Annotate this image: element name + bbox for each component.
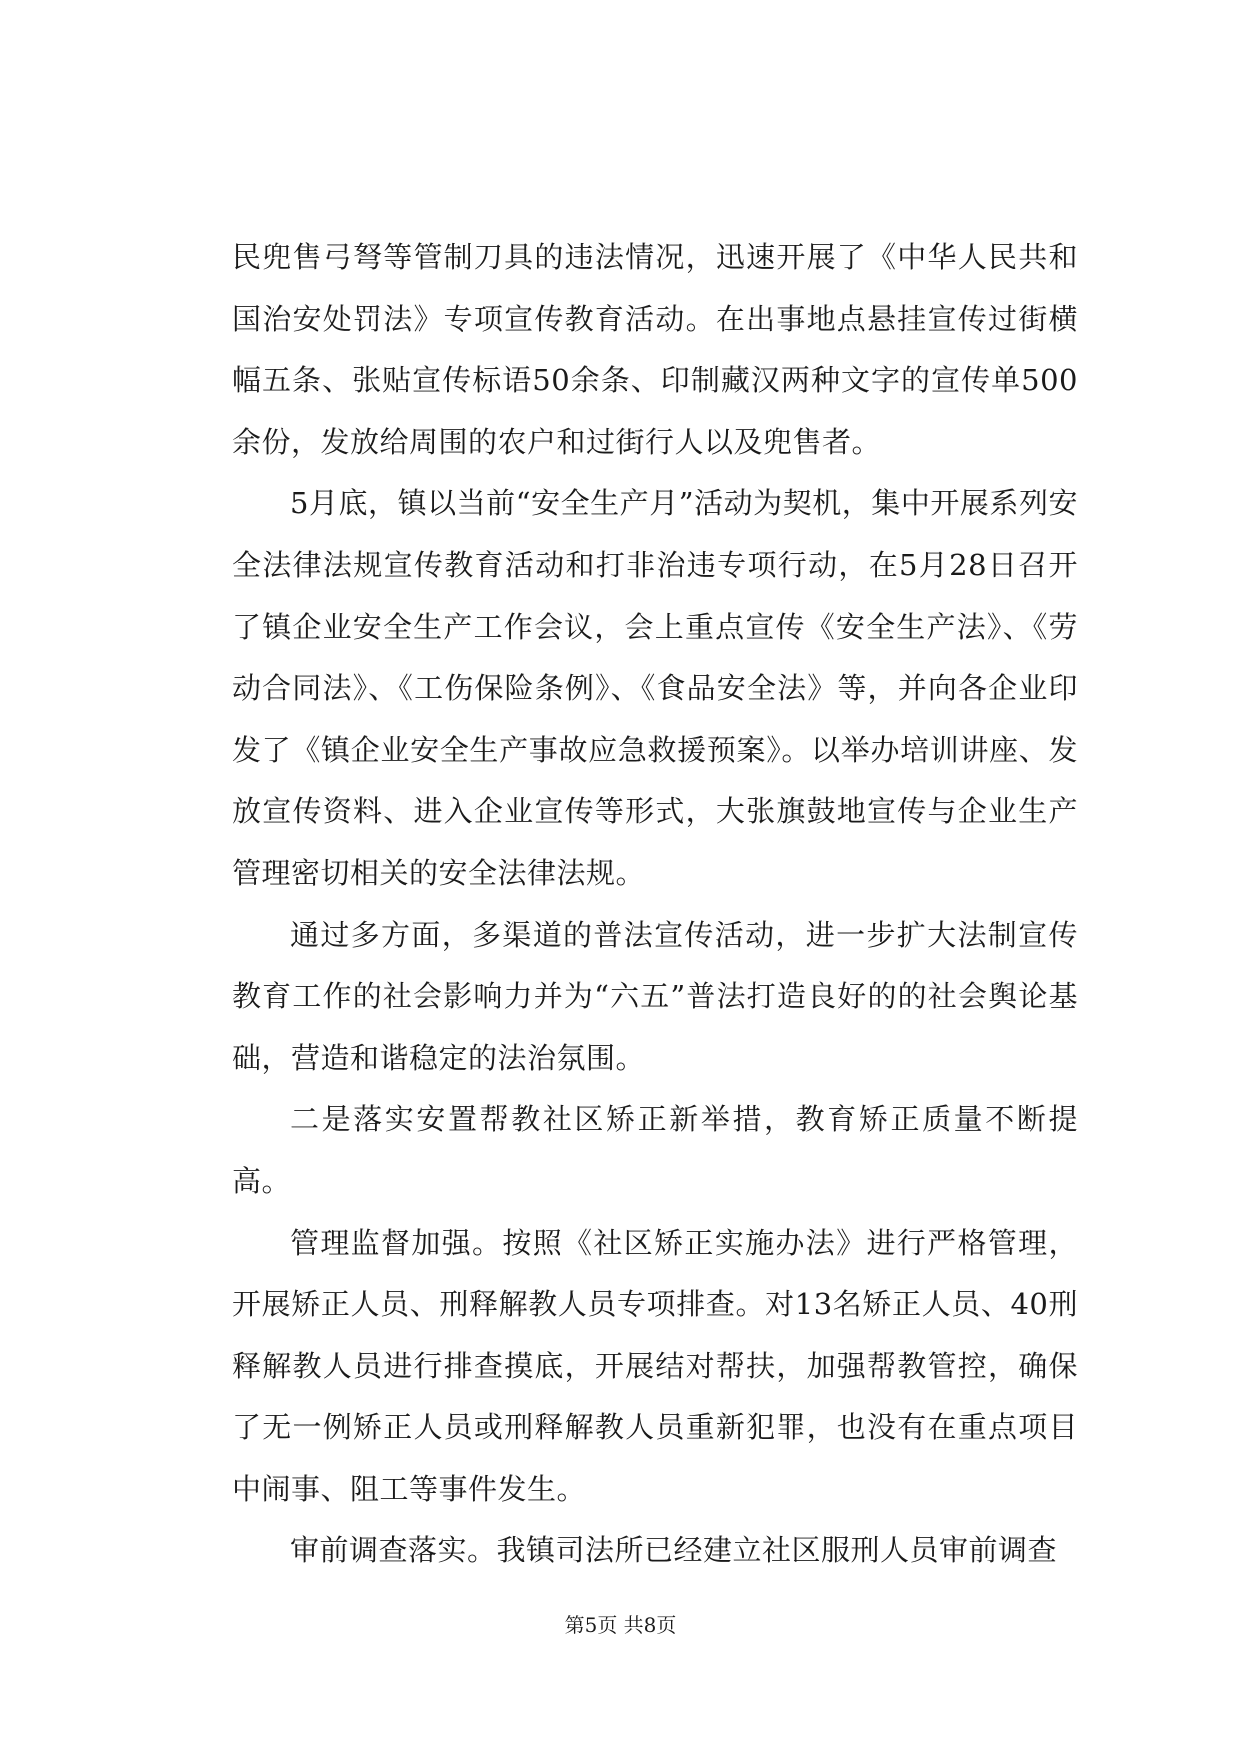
paragraph-continuation: 民兜售弓弩等管制刀具的违法情况，迅速开展了《中华人民共和国治安处罚法》专项宣传教育活动。在出事地点悬挂宣传过街横幅五条、张贴宣传标语50余条、印制藏汉两种文字的宣传单500余份，发放给周围的农户和过街行人以及兜售者。 xyxy=(232,240,1078,459)
paragraph-safety-month: 5月底，镇以当前“安全生产月”活动为契机，集中开展系列安全法律法规宣传教育活动和打非治违专项行动，在5月28日召开了镇企业安全生产工作会议，会上重点宣传《安全生产法》、《劳动合同法》、《工伤保险条例》、《食品安全法》等，并向各企业印发了《镇企业安全生产事故应急救援预案》。以举办培训讲座、发放宣传资料、进入企业宣传等形式，大张旗鼓地宣传与企业生产管理密切相关的安全法律法规。 xyxy=(232,486,1078,890)
document-body xyxy=(232,227,1078,1582)
paragraph-pretrial-investigation: 审前调查落实。我镇司法所已经建立社区服刑人员审前调查 xyxy=(290,1533,1058,1568)
paragraph-summary: 通过多方面，多渠道的普法宣传活动，进一步扩大法制宣传教育工作的社会影响力并为“六五”普法打造良好的的社会舆论基础，营造和谐稳定的法治氛围。 xyxy=(232,917,1078,1075)
page-footer: 第5页 共8页 xyxy=(564,1613,677,1637)
paragraph-section-heading: 二是落实安置帮教社区矫正新举措，教育矫正质量不断提高。 xyxy=(232,1102,1078,1198)
paragraph-supervision: 管理监督加强。按照《社区矫正实施办法》进行严格管理，开展矫正人员、刑释解教人员专项排查。对13名矫正人员、40刑释解教人员进行排查摸底，开展结对帮扶，加强帮教管控，确保了无一例矫正人员或刑释解教人员重新犯罪，也没有在重点项目中闹事、阻工等事件发生。 xyxy=(232,1225,1078,1506)
